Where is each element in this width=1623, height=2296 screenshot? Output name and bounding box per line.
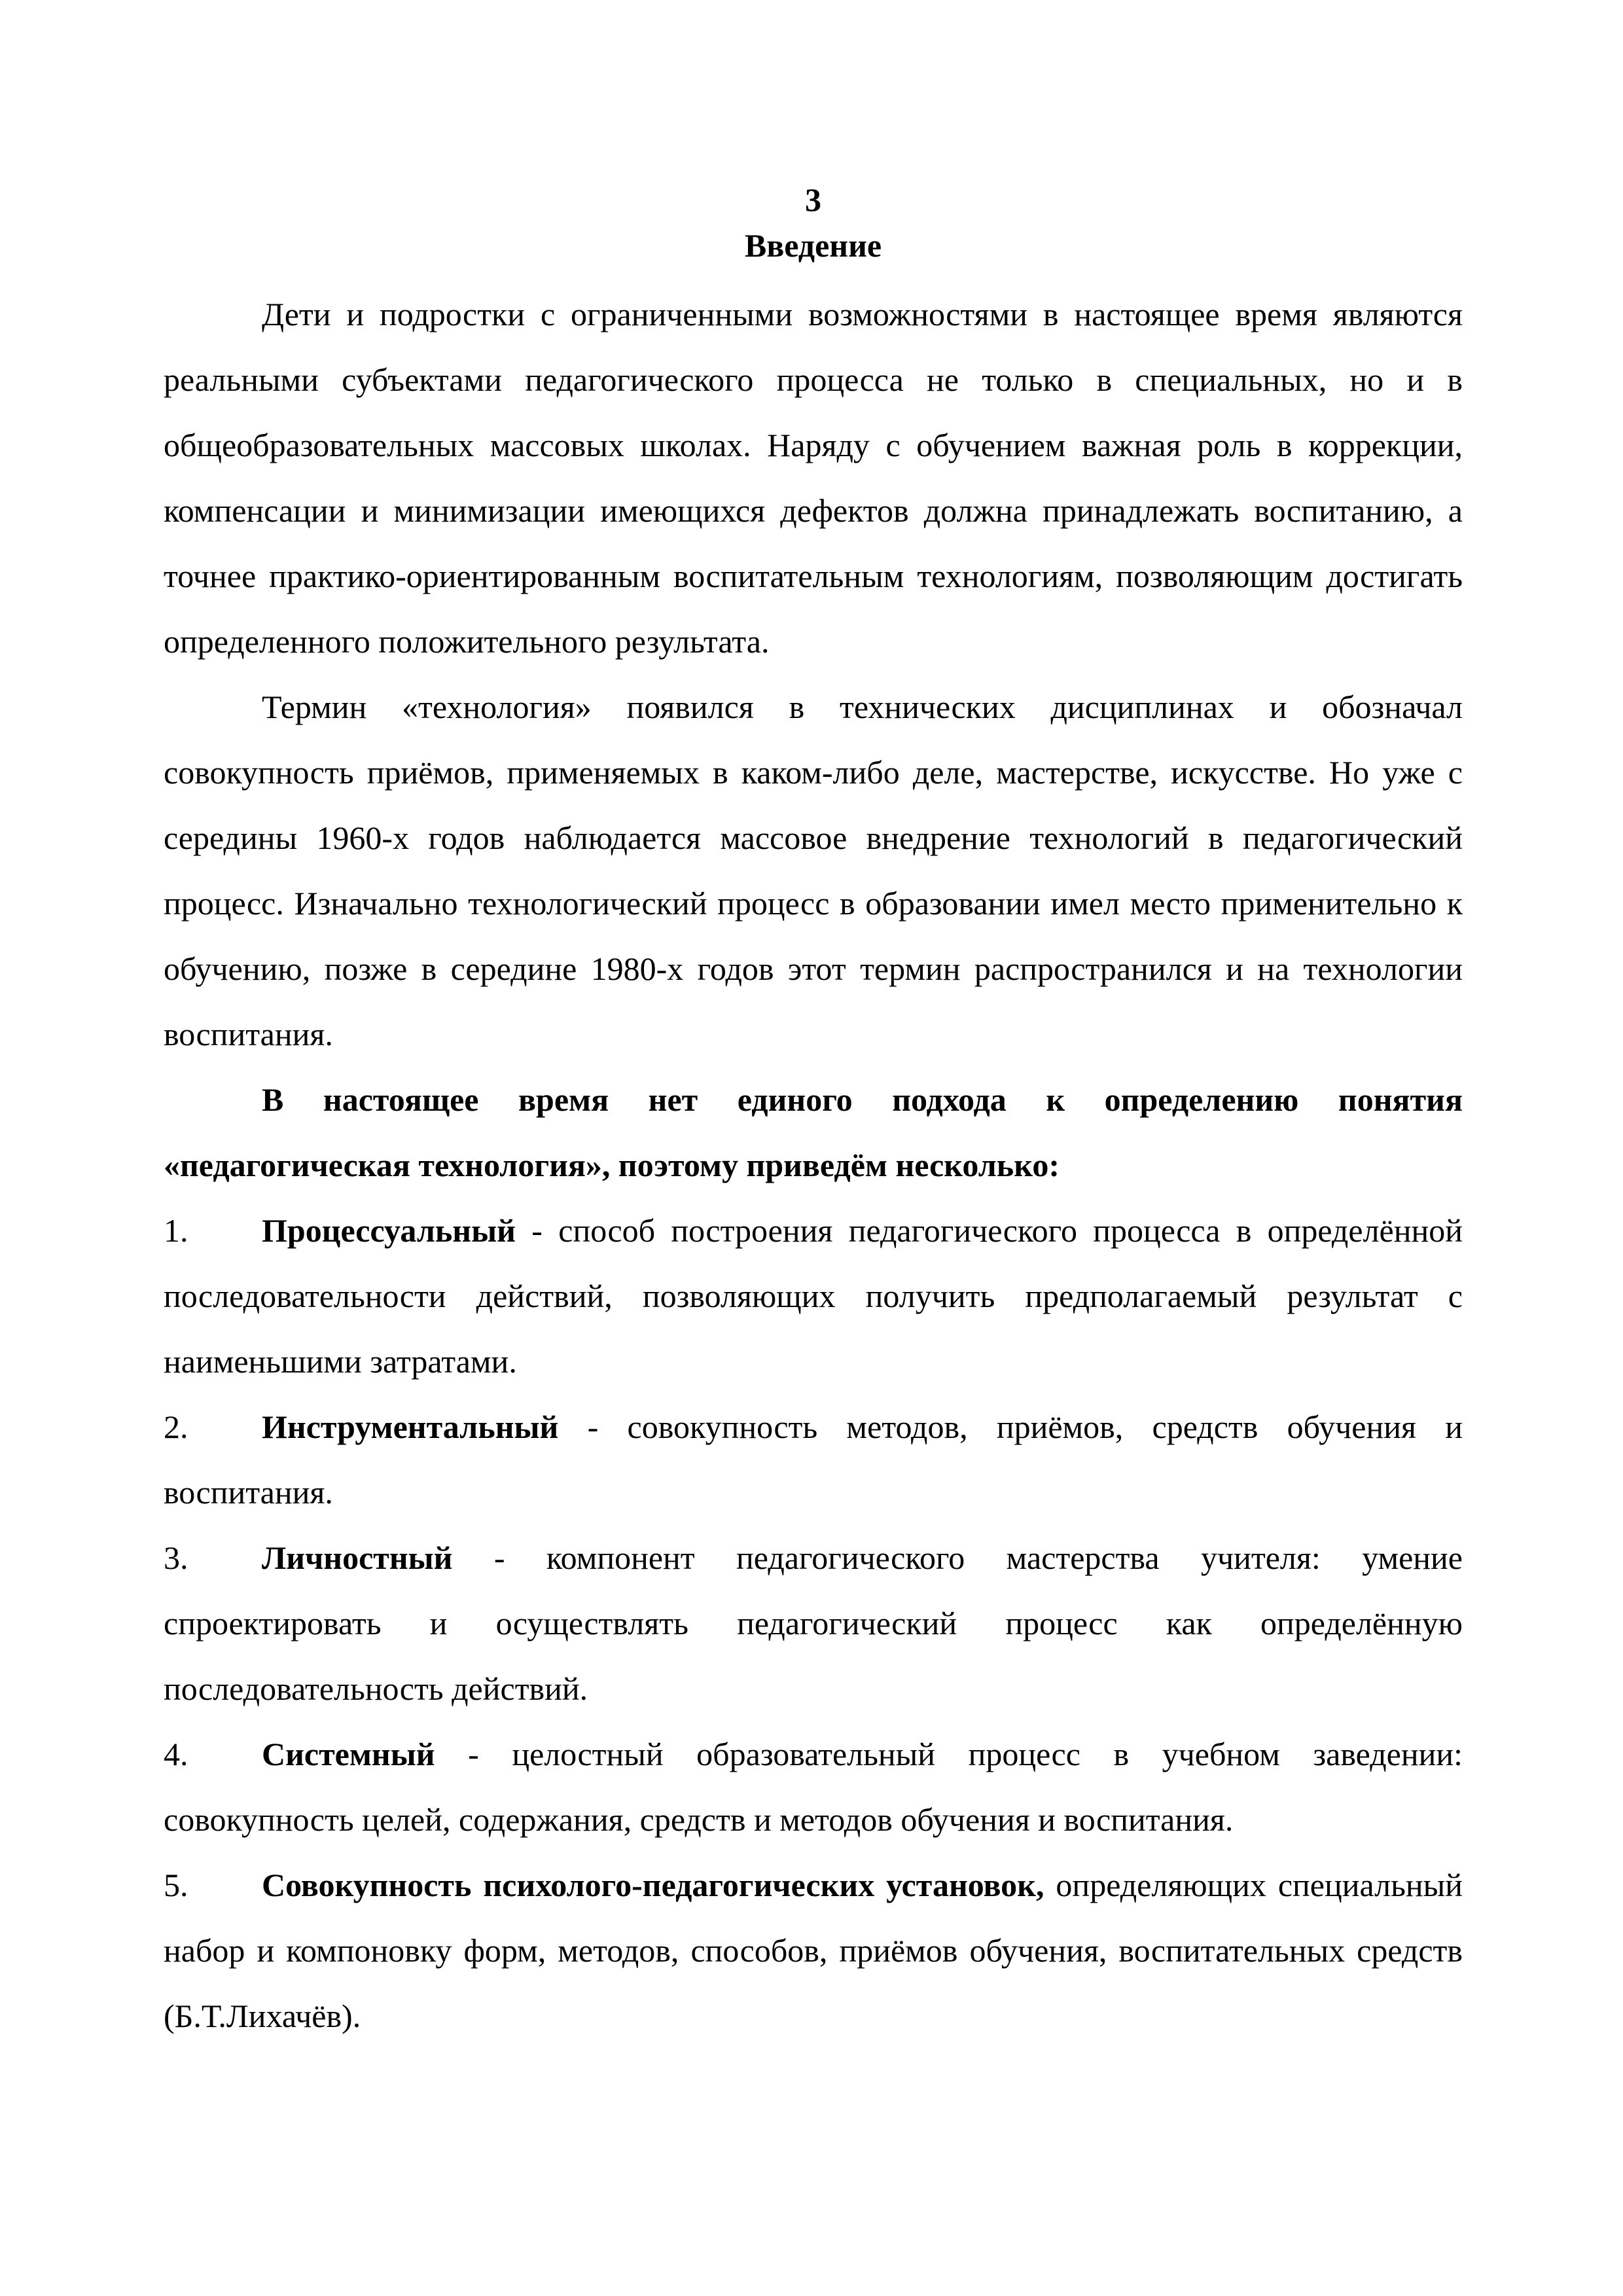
list-item-3	[164, 1525, 1463, 1721]
list-text: - совокупность методов, приёмов, средств обучения и воспитания.	[164, 1408, 1463, 1511]
list-number: 5.	[164, 1867, 188, 1903]
list-text: - целостный образовательный процесс в учебном заведении: совокупность целей, содержания, средств и методов обучения и воспитания.	[164, 1736, 1463, 1838]
bold-intro-text: В настоящее время нет единого подхода к определению понятия «педагогическая технология», поэтому приведём несколько:	[164, 1081, 1463, 1183]
list-term: Системный	[262, 1736, 435, 1772]
section-title: Введение	[744, 227, 882, 264]
list-number: 4.	[164, 1736, 188, 1772]
list-text: - способ построения педагогического процесса в определённой последовательности действий, позволяющих получить предполагаемый результат с наименьшими затратами.	[164, 1212, 1463, 1380]
list-item-5	[164, 1852, 1463, 2049]
list-item-4	[164, 1721, 1463, 1852]
list-number: 2.	[164, 1408, 188, 1445]
list-number: 1.	[164, 1212, 188, 1249]
paragraph-1: Дети и подростки с ограниченными возможностями в настоящее время являются реальными субъектами педагогического процесса не только в специальных, но и в общеобразовательных массовых школах. Наряду с обучением важная роль в коррекции, компенсации и минимизации имеющихся дефектов должна принадлежать воспитанию, а точнее практико-ориентированным воспитательным технологиям, позволяющим достигать определенного положительного результата.	[164, 296, 1463, 660]
list-item-2	[164, 1394, 1463, 1525]
bold-intro-paragraph	[164, 1067, 1463, 1198]
list-item-1	[164, 1198, 1463, 1394]
list-text: - компонент педагогического мастерства учителя: умение спроектировать и осуществлять педагогический процесс как определённую последовательность действий.	[164, 1539, 1463, 1707]
document-page	[164, 177, 1463, 2049]
list-term: Инструментальный	[262, 1408, 559, 1445]
list-number: 3.	[164, 1539, 188, 1576]
list-term: Процессуальный	[262, 1212, 516, 1249]
list-term: Совокупность психолого-педагогических установок,	[262, 1867, 1044, 1903]
list-term: Личностный	[262, 1539, 453, 1576]
page-number: 3	[805, 181, 821, 218]
list-text: определяющих специальный набор и компоновку форм, методов, способов, приёмов обучения, воспитательных средств (Б.Т.Лихачёв).	[164, 1867, 1463, 2034]
paragraph-2: Термин «технология» появился в технических дисциплинах и обозначал совокупность приёмов, применяемых в каком-либо деле, мастерстве, искусстве. Но уже с середины 1960-х годов наблюдается массовое внедрение технологий в педагогический процесс. Изначально технологический процесс в образовании имел место применительно к обучению, позже в середине 1980-х годов этот термин распространился и на технологии воспитания.	[164, 689, 1463, 1052]
